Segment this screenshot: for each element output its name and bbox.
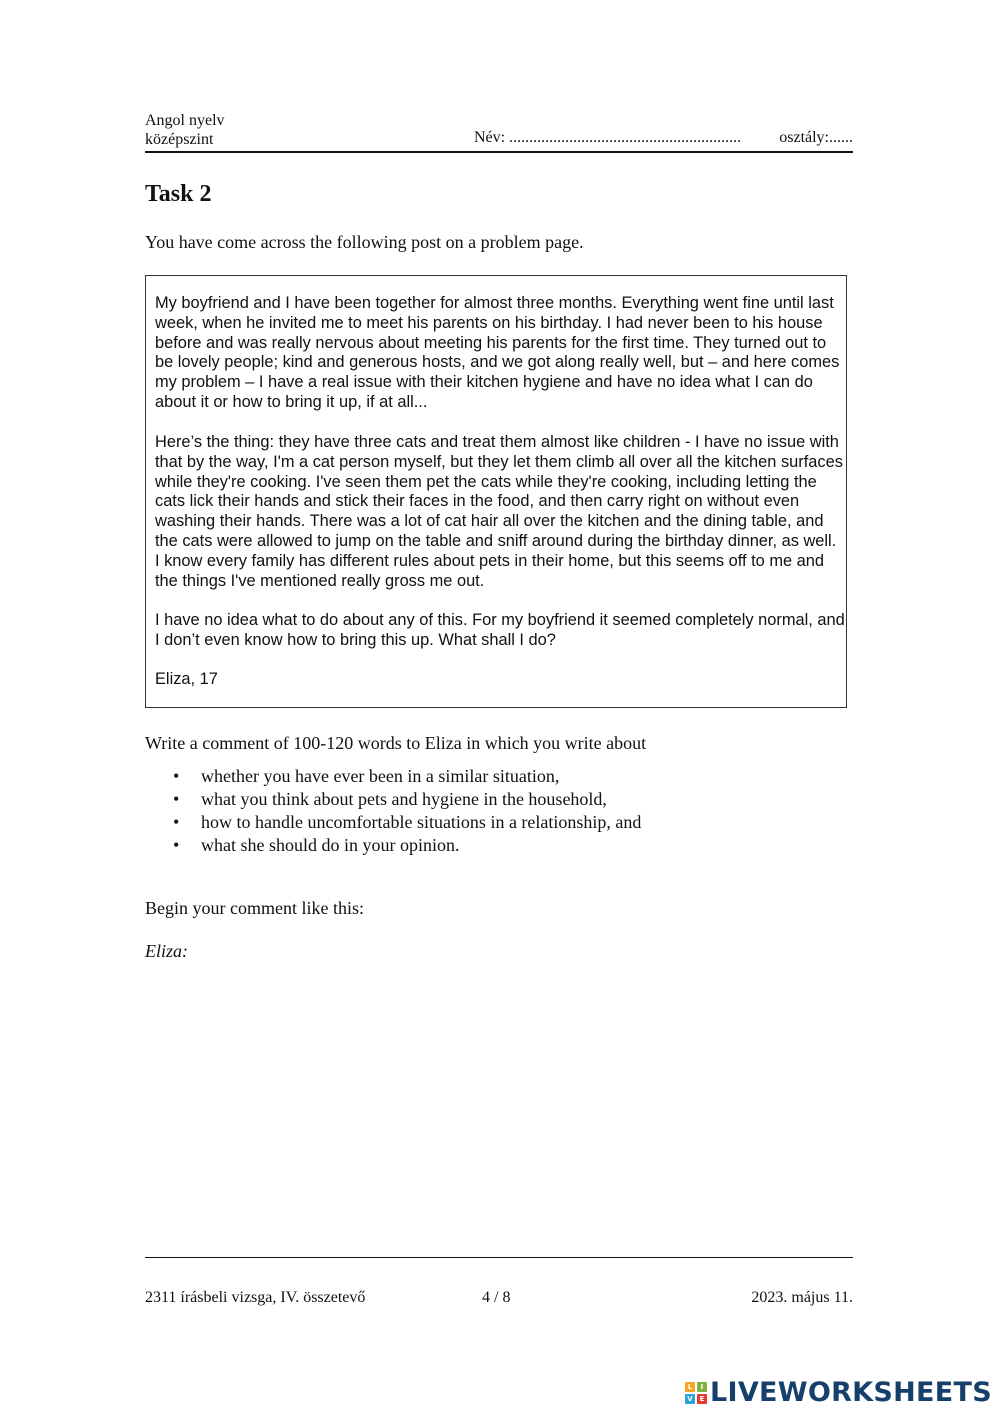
- liveworksheets-watermark: [685, 1377, 992, 1408]
- writing-prompt: Write a comment of 100-120 words to Eliza in which you write about: [145, 733, 647, 753]
- begin-instruction: Begin your comment like this:: [145, 898, 364, 918]
- header-subject-block: [145, 111, 225, 149]
- name-field[interactable]: Név: ..........................................................: [474, 129, 742, 146]
- header-level: középszint: [145, 131, 214, 148]
- footer-date: 2023. május 11.: [751, 1289, 853, 1306]
- watermark-text: LIVEWORKSHEETS: [709, 1377, 992, 1408]
- problem-post: [145, 275, 847, 708]
- footer-exam: 2311 írásbeli vizsga, IV. összetevő: [145, 1289, 366, 1306]
- footer-divider: [145, 1257, 853, 1258]
- post-signature: Eliza, 17: [155, 670, 218, 688]
- bullet-icon: •: [173, 789, 180, 809]
- post-paragraph: I have no idea what to do about any of this. For my boyfriend it seemed completely normal, and I don’t even know how to bring this up. What shall I do?: [155, 611, 845, 649]
- bullet-icon: •: [173, 812, 180, 832]
- list-item: • what you think about pets and hygiene in the household,: [173, 789, 607, 809]
- class-field[interactable]: osztály:......: [779, 129, 853, 146]
- list-item: • what she should do in your opinion.: [173, 835, 460, 855]
- header-name-class: [474, 129, 853, 147]
- content-points-list: [173, 765, 641, 857]
- post-paragraph: Here’s the thing: they have three cats and treat them almost like children - I have no issue with that by the way, I'm a cat person myself, but they let them climb all over all the kitchen surfaces while they're cooking. I've seen them pet the cats while they're cooking, including letting the cats lick their hands and stick their faces in the food, and then carry right on without even washing their hands. There was a lot of cat hair all over the kitchen and the dining table, and the cats were allowed to jump on the table and sniff around during the birthday dinner, as well. I know every family has different rules about pets in their home, but this seems off to me and the things I've mentioned really gross me out.: [155, 433, 843, 590]
- list-item: • how to handle uncomfortable situations in a relationship, and: [173, 812, 642, 832]
- list-item: • whether you have ever been in a similar situation,: [173, 766, 560, 786]
- header-divider: [145, 151, 853, 153]
- bullet-icon: •: [173, 835, 180, 855]
- footer-page-number: 4 / 8: [482, 1289, 511, 1306]
- liveworksheets-logo-icon: L I V E: [685, 1382, 707, 1404]
- comment-salutation: Eliza:: [145, 941, 188, 961]
- header-subject: Angol nyelv: [145, 112, 225, 129]
- post-paragraph: My boyfriend and I have been together for almost three months. Everything went fine until last week, when he invited me to meet his parents on his birthday. I had never been to his house before and was really nervous about meeting his parents for the first time. They turned out to be lovely people; kind and generous hosts, and we got along really well, but – and here comes my problem – I have a real issue with their kitchen hygiene and have no idea what I can do about it or how to bring it up, if at all...: [155, 294, 840, 411]
- bullet-icon: •: [173, 766, 180, 786]
- task-intro: You have come across the following post on a problem page.: [145, 232, 584, 252]
- task-title: Task 2: [145, 181, 212, 207]
